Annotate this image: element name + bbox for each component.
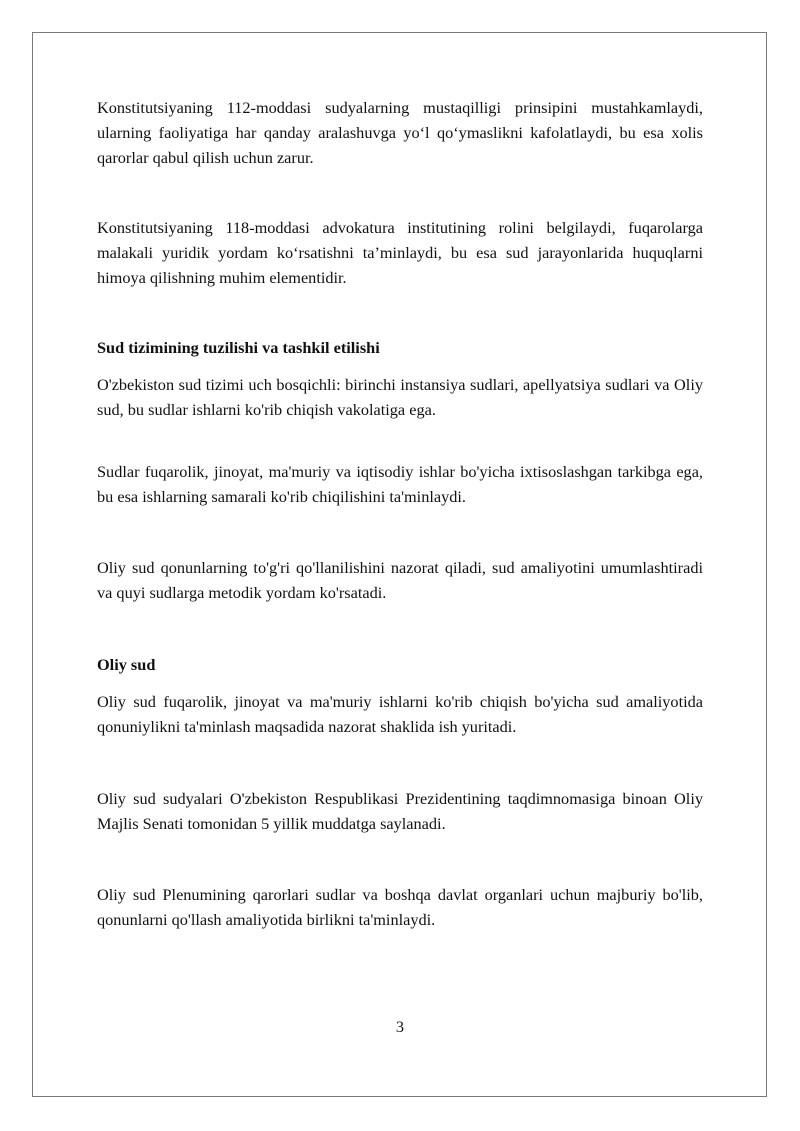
heading-supreme-court: Oliy sud [97, 655, 156, 674]
paragraph-specialized-courts: Sudlar fuqarolik, jinoyat, ma'muriy va iqtisodiy ishlar bo'yicha ixtisoslashgan tarkibga ega, bu esa ishlarning samarali ko'rib chiqilishini ta'minlaydi. [97, 462, 703, 506]
paragraph-article-118: Konstitutsiyaning 118-moddasi advokatura institutining rolini belgilaydi, fuqarolarga malakali yuridik yordam ko‘rsatishni ta’minlaydi, bu esa sud jarayonlarida huquqlarni himoya qilishning muhim elementidir. [97, 218, 703, 287]
page-content [97, 95, 703, 932]
paragraph-three-tier-system: O'zbekiston sud tizimi uch bosqichli: birinchi instansiya sudlari, apellyatsiya sudlari va Oliy sud, bu sudlar ishlarni ko'rib chiqish vakolatiga ega. [97, 375, 703, 419]
page-number: 3 [395, 1017, 405, 1036]
paragraph-article-112: Konstitutsiyaning 112-moddasi sudyalarning mustaqilligi prinsipini mustahkamlaydi, ularning faoliyatiga har qanday aralashuvga yo‘l qo‘ymaslikni kafolatlaydi, bu esa xolis qarorlar qabul qilish uchun zarur. [97, 98, 703, 167]
paragraph-supreme-court-oversight: Oliy sud qonunlarning to'g'ri qo'llanilishini nazorat qiladi, sud amaliyotini umumlashtiradi va quyi sudlarga metodik yordam ko'rsatadi. [97, 558, 703, 602]
paragraph-supreme-court-judges: Oliy sud sudyalari O'zbekiston Respublikasi Prezidentining taqdimnomasiga binoan Oliy Majlis Senati tomonidan 5 yillik muddatga saylanadi. [97, 789, 703, 833]
heading-court-system-structure: Sud tizimining tuzilishi va tashkil etilishi [97, 338, 380, 357]
paragraph-supreme-court-supervision: Oliy sud fuqarolik, jinoyat va ma'muriy ishlarni ko'rib chiqish bo'yicha sud amaliyotida qonuniylikni ta'minlash maqsadida nazorat shaklida ish yuritadi. [97, 692, 703, 736]
paragraph-plenum-decisions: Oliy sud Plenumining qarorlari sudlar va boshqa davlat organlari uchun majburiy bo'lib, qonunlarni qo'llash amaliyotida birlikni ta'minlaydi. [97, 885, 703, 929]
